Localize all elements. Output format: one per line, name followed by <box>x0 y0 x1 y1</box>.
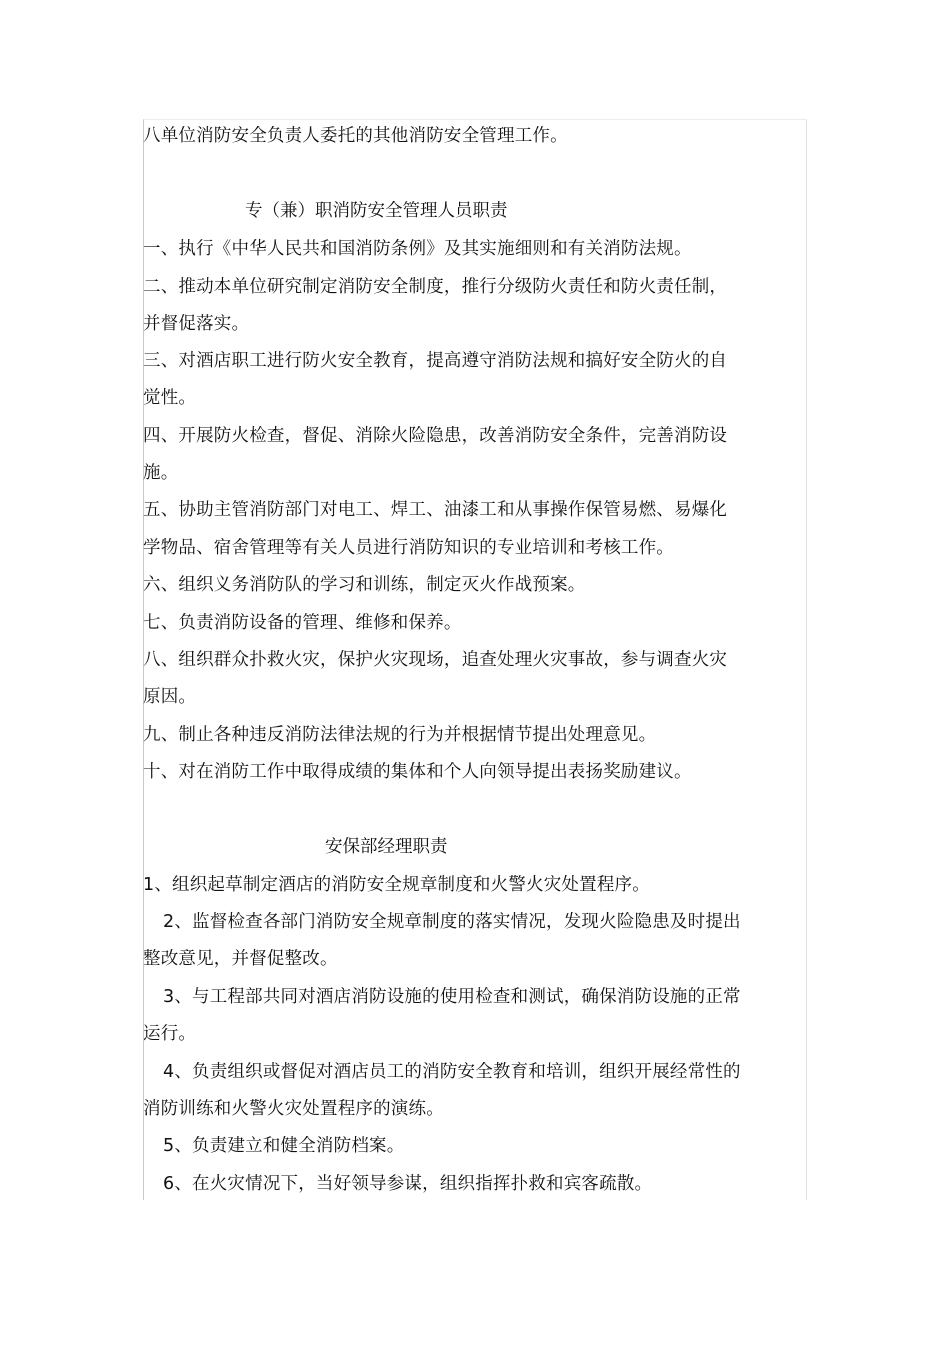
duty-line: 并督促落实。 <box>143 314 250 334</box>
duty-line: 学物品、宿舍管理等有关人员进行消防知识的专业培训和考核工作。 <box>143 538 674 558</box>
duty-line: 运行。 <box>143 1024 197 1044</box>
duty-line: 十、对在消防工作中取得成绩的集体和个人向领导提出表扬奖励建议。 <box>143 762 692 782</box>
duty-line: 6、在火灾情况下，当好领导参谋，组织指挥扑救和宾客疏散。 <box>163 1174 653 1194</box>
duty-line: 二、推动本单位研究制定消防安全制度，推行分级防火责任和防火责任制， <box>143 277 728 297</box>
duty-line: 六、组织义务消防队的学习和训练，制定灭火作战预案。 <box>143 575 586 595</box>
duty-line: 4、负责组织或督促对酒店员工的消防安全教育和培训，组织开展经常性的 <box>163 1062 741 1082</box>
intro-line: 八单位消防安全负责人委托的其他消防安全管理工作。 <box>143 126 568 146</box>
duty-line: 5、负责建立和健全消防档案。 <box>163 1136 405 1156</box>
duty-line: 2、监督检查各部门消防安全规章制度的落实情况，发现火险隐患及时提出 <box>163 912 741 932</box>
section-title-security-manager: 安保部经理职责 <box>325 837 448 857</box>
duty-line: 施。 <box>143 463 179 483</box>
duty-line: 原因。 <box>143 687 197 707</box>
duty-line: 三、对酒店职工进行防火安全教育，提高遵守消防法规和搞好安全防火的自 <box>143 351 728 371</box>
section-title-fire-safety-staff: 专（兼）职消防安全管理人员职责 <box>245 201 508 221</box>
duty-line: 七、负责消防设备的管理、维修和保养。 <box>143 613 462 633</box>
duty-line: 觉性。 <box>143 388 197 408</box>
duty-line: 九、制止各种违反消防法律法规的行为并根据情节提出处理意见。 <box>143 725 657 745</box>
duty-line: 一、执行《中华人民共和国消防条例》及其实施细则和有关消防法规。 <box>143 239 692 259</box>
duty-line: 1、组织起草制定酒店的消防安全规章制度和火警火灾处置程序。 <box>143 875 650 895</box>
duty-line: 3、与工程部共同对酒店消防设施的使用检查和测试，确保消防设施的正常 <box>163 987 741 1007</box>
duty-line: 八、组织群众扑救火灾，保护火灾现场，追查处理火灾事故，参与调查火灾 <box>143 650 728 670</box>
duty-line: 四、开展防火检查，督促、消除火险隐患，改善消防安全条件，完善消防设 <box>143 426 728 446</box>
duty-line: 整改意见，并督促整改。 <box>143 949 338 969</box>
duty-line: 五、协助主管消防部门对电工、焊工、油漆工和从事操作保管易燃、易爆化 <box>143 500 728 520</box>
duty-line: 消防训练和火警火灾处置程序的演练。 <box>143 1099 444 1119</box>
